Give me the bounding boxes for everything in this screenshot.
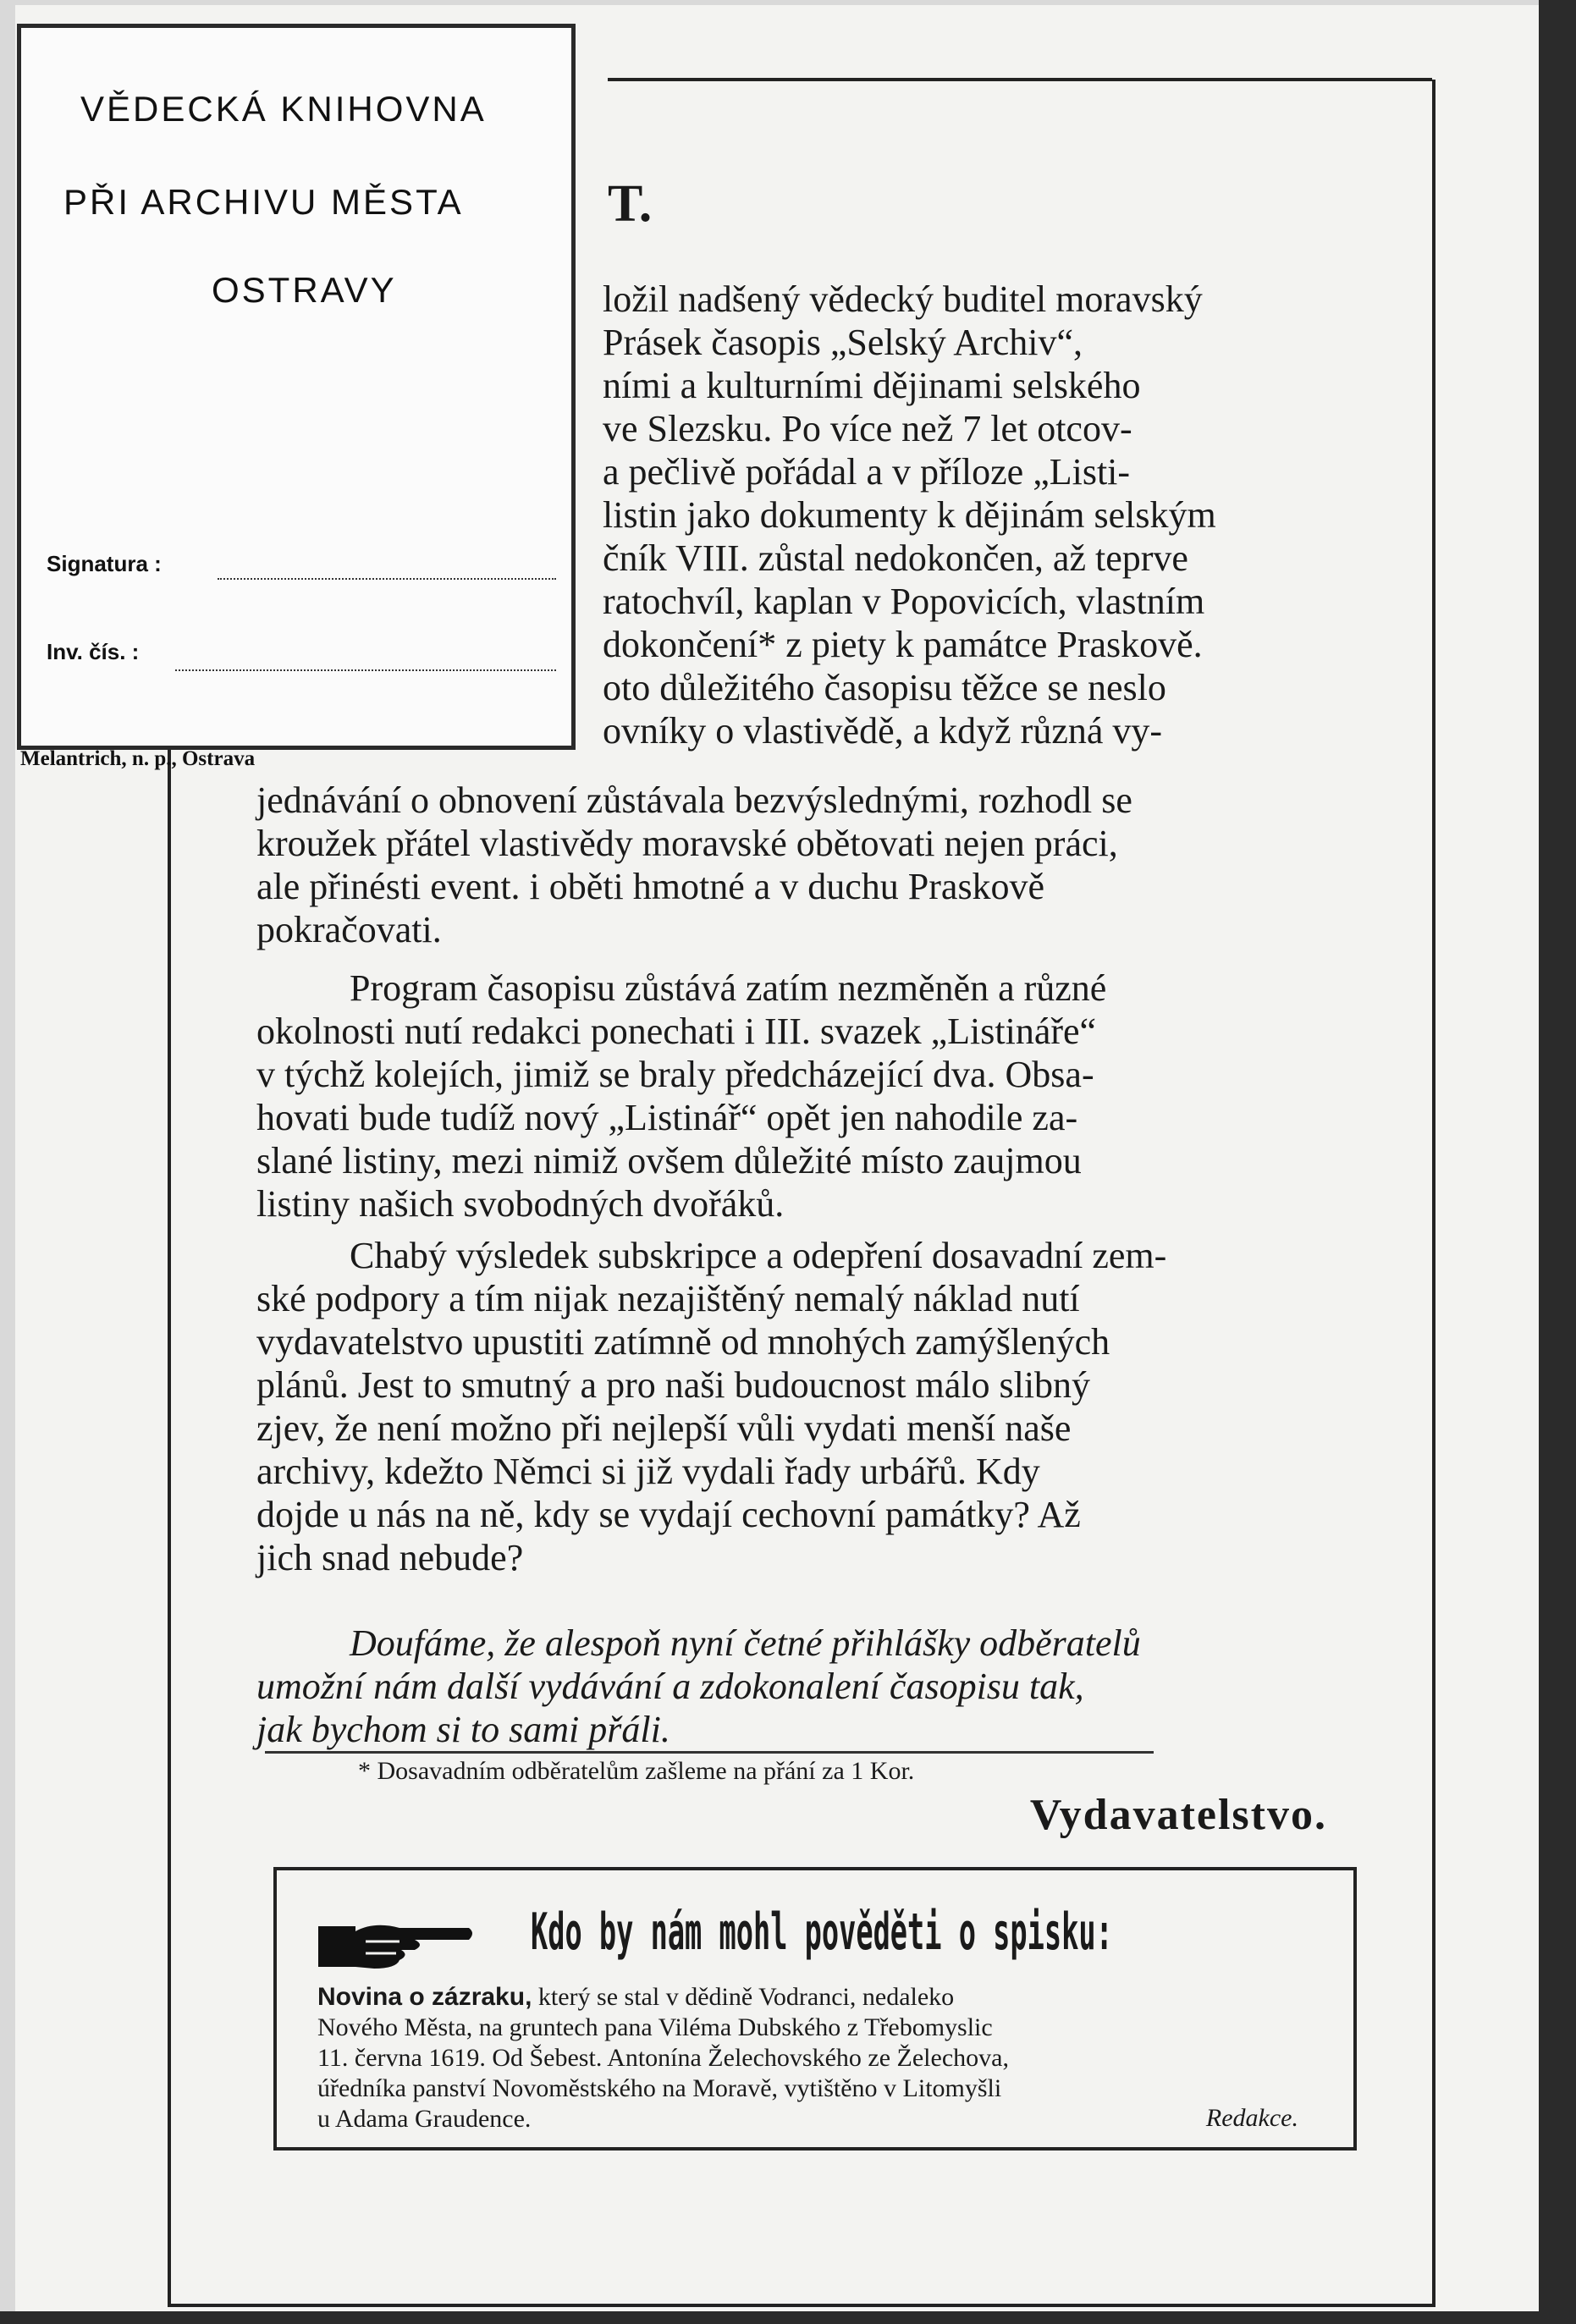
publisher-signature: Vydavatelstvo. [1029,1791,1327,1839]
stamp-line-2: PŘI ARCHIVU MĚSTA [63,182,464,222]
text-line: Program časopisu zůstává zatím nezměněn a různé [350,967,1107,1009]
text-line: Chabý výsledek subskripce a odepření dosavadní zem- [350,1235,1167,1276]
text-line: okolnosti nutí redakci ponechati i III. svazek „Listináře“ [256,1011,1097,1052]
library-stamp [17,24,576,750]
ad-line: Nového Města, na gruntech pana Viléma Dubského z Třebomyslic [317,2013,993,2041]
footnote-rule [265,1751,1154,1754]
text-line: Prásek časopis „Selský Archiv“, [603,322,1083,363]
paragraph-1-top [603,278,1216,752]
text-line: jich snad nebude? [256,1537,524,1578]
text-line: v týchž kolejích, jimiž se braly předcházející dva. Obsa- [256,1054,1094,1095]
text-line: dokončení* z piety k památce Praskově. [603,624,1203,665]
scan-edge-bottom [0,2311,1576,2324]
text-line: kroužek přátel vlastivědy moravské obětovati nejen práci, [256,823,1118,864]
text-line: jak bychom si to sami přáli. [256,1709,670,1750]
text-line: listiny našich svobodných dvořáků. [256,1183,785,1225]
text-line: archivy, kdežto Němci si již vydali řady urbářů. Kdy [256,1451,1040,1492]
signature-label: Signatura : [47,551,162,576]
text-line: ovníky o vlastivědě, a když různá vy- [603,710,1163,752]
text-line: oto důležitého časopisu těžce se neslo [603,667,1166,708]
ad-line [317,1982,1009,2013]
text-line: ratochvíl, kaplan v Popovicích, vlastním [603,581,1205,622]
text-line: listin jako dokumenty k dějinám selským [603,494,1216,536]
text-line: plánů. Jest to smutný a pro naši budoucnost málo slibný [256,1364,1091,1406]
text-line: vydavatelstvo upustiti zatímně od mnohých zamýšlených [256,1321,1110,1363]
text-line: dojde u nás na ně, kdy se vydají cechovní památky? Až [256,1494,1081,1535]
text-line: hovati bude tudíž nový „Listinář“ opět jen nahodile za- [256,1097,1078,1138]
scan-edge-right [1539,0,1576,2324]
ad-heading: Kdo by nám mohl pověděti o spisku: [531,1903,1113,1962]
scanned-page [15,5,1539,2311]
text-line: čník VIII. zůstal nedokončen, až teprve [603,537,1188,579]
paragraph-1-bottom [256,779,1132,951]
signature-field [218,578,556,580]
text-line: ale přinésti event. i oběti hmotné a v duchu Praskově [256,866,1045,907]
ad-line: u Adama Graudence. [317,2105,532,2133]
text-line: ské podpory a tím nijak nezajištěný nemalý náklad nutí [256,1278,1080,1319]
ad-line: úředníka panství Novoměstského na Moravě, vytištěno v Litomyšli [317,2074,1002,2102]
paragraph-2 [256,966,1106,1225]
paragraph-3 [256,1234,1166,1579]
heading-fragment: T. [608,175,653,233]
inventory-number-label: Inv. čís. : [47,639,140,664]
ad-line: 11. června 1619. Od Šebest. Antonína Želechovského ze Želechova, [317,2044,1009,2072]
text-line: Doufáme, že alespoň nyní četné přihlášky odběratelů [350,1622,1141,1664]
pointing-hand-icon [315,1916,476,1977]
ad-lead: Novina o zázraku, [317,1983,532,2011]
text-line: pokračovati. [256,909,442,950]
text-line: zjev, že není možno při nejlepší vůli vydati menší naše [256,1407,1072,1449]
text-line: a pečlivě pořádal a v příloze „Listi- [603,451,1131,493]
ad-body [317,1982,1009,2134]
text-line: slané listiny, mezi nimiž ovšem důležité místo zaujmou [256,1140,1082,1181]
advertisement-box [273,1867,1357,2151]
stamp-line-1: VĚDECKÁ KNIHOVNA [80,89,487,129]
paragraph-4 [256,1622,1141,1751]
ad-editor: Redakce. [1205,2104,1298,2132]
text-line: ve Slezsku. Po více než 7 let otcov- [603,408,1132,449]
page-border-top [608,78,1432,81]
text-line: ložil nadšený vědecký buditel moravský [603,278,1203,320]
text-line: ními a kulturními dějinami selského [603,365,1141,406]
inventory-number-field [175,669,556,671]
stamp-printer: Melantrich, n. p., Ostrava [20,747,256,770]
footnote: * Dosavadním odběratelům zašleme na přání za 1 Kor. [358,1757,915,1785]
stamp-line-3: OSTRAVY [212,270,397,310]
text-line: umožní nám další vydávání a zdokonalení časopisu tak, [256,1666,1084,1707]
ad-line-text: který se stal v dědině Vodranci, nedaleko [532,1983,955,2011]
text-line: jednávání o obnovení zůstávala bezvýslednými, rozhodl se [256,779,1132,821]
